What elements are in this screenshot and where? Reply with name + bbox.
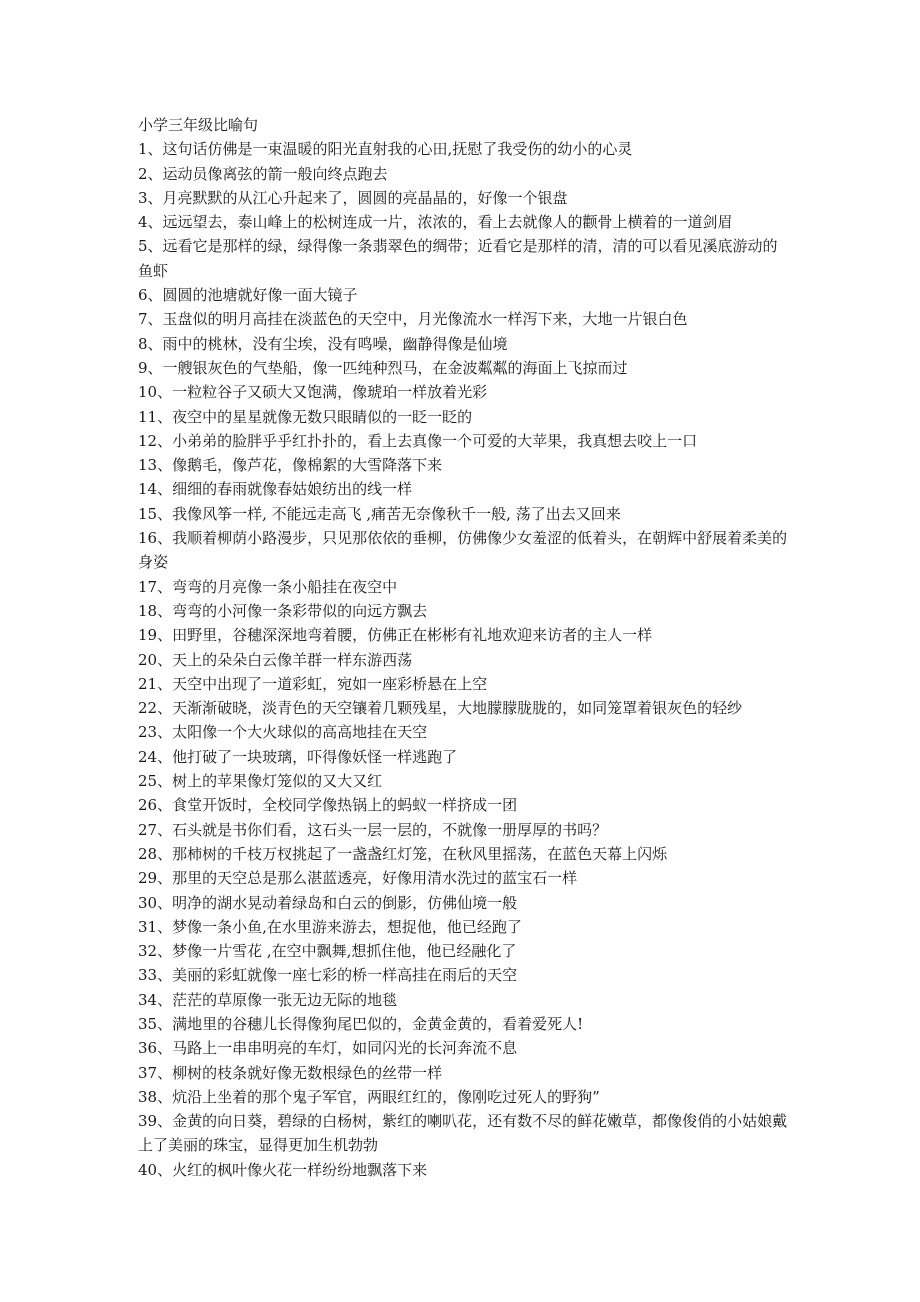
sentence-item: 3、月亮默默的从江心升起来了，圆圆的亮晶晶的，好像一个银盘 — [138, 188, 568, 207]
sentence-item: 6、圆圆的池塘就好像一面大镜子 — [138, 286, 358, 305]
sentence-item: 9、一艘银灰色的气垫船，像一匹纯种烈马，在金波粼粼的海面上飞掠而过 — [138, 358, 628, 377]
sentence-item: 1、这句话仿佛是一束温暖的阳光直射我的心田,抚慰了我受伤的幼小的心灵 — [138, 140, 633, 159]
sentence-item: 30、明净的湖水晃动着绿岛和白云的倒影，仿佛仙境一般 — [138, 893, 518, 912]
sentence-item: 15、我像风筝一样, 不能远走高飞 ,痛苦无奈像秋千一般, 荡了出去又回来 — [138, 504, 621, 523]
sentence-item: 21、天空中出现了一道彩虹，宛如一座彩桥悬在上空 — [138, 674, 488, 693]
sentence-item: 37、柳树的枝条就好像无数根绿色的丝带一样 — [138, 1063, 443, 1082]
sentence-item: 12、小弟弟的脸胖乎乎红扑扑的，看上去真像一个可爱的大苹果，我真想去咬上一口 — [138, 431, 698, 450]
sentence-item: 36、马路上一串串明亮的车灯，如同闪光的长河奔流不息 — [138, 1039, 518, 1058]
sentence-item: 39、金黄的向日葵，碧绿的白杨树，紫红的喇叭花，还有数不尽的鲜花嫩草，都像俊俏的小姑娘戴上了美丽的珠宝，显得更加生机勃勃 — [138, 1112, 788, 1155]
sentence-item: 20、天上的朵朵白云像羊群一样东游西荡 — [138, 650, 413, 669]
sentence-item: 4、远远望去，泰山峰上的松树连成一片，浓浓的，看上去就像人的颧骨上横着的一道剑眉 — [138, 213, 733, 232]
sentence-item: 22、天渐渐破晓，淡青色的天空镶着几颗残星，大地朦朦胧胧的，如同笼罩着银灰色的轻纱 — [138, 699, 743, 718]
sentence-item: 29、那里的天空总是那么湛蓝透亮，好像用清水洗过的蓝宝石一样 — [138, 869, 578, 888]
sentence-item: 11、夜空中的星星就像无数只眼睛似的一眨一眨的 — [138, 407, 473, 426]
sentence-item: 35、满地里的谷穗儿长得像狗尾巴似的，金黄金黄的，看着爱死人! — [138, 1014, 584, 1033]
sentence-item: 25、树上的苹果像灯笼似的又大又红 — [138, 772, 383, 791]
sentence-item: 7、玉盘似的明月高挂在淡蓝色的天空中，月光像流水一样泻下来，大地一片银白色 — [138, 310, 688, 329]
sentence-item: 13、像鹅毛，像芦花，像棉絮的大雪降落下来 — [138, 456, 443, 475]
sentence-item: 40、火红的枫叶像火花一样纷纷地飘落下来 — [138, 1160, 428, 1179]
sentence-item: 16、我顺着柳荫小路漫步，只见那依依的垂柳，仿佛像少女羞涩的低着头，在朝辉中舒展着柔美的身姿 — [138, 529, 788, 572]
sentence-item: 26、食堂开饭时，全校同学像热锅上的蚂蚁一样挤成一团 — [138, 796, 518, 815]
sentence-item: 17、弯弯的月亮像一条小船挂在夜空中 — [138, 577, 398, 596]
sentence-item: 24、他打破了一块玻璃，吓得像妖怪一样逃跑了 — [138, 747, 458, 766]
sentence-item: 18、弯弯的小河像一条彩带似的向远方飘去 — [138, 601, 428, 620]
sentence-item: 14、细细的春雨就像春姑娘纺出的线一样 — [138, 480, 413, 499]
sentence-item: 33、美丽的彩虹就像一座七彩的桥一样高挂在雨后的天空 — [138, 966, 518, 985]
sentence-item: 31、梦像一条小鱼,在水里游来游去，想捉他，他已经跑了 — [138, 917, 522, 936]
sentence-list — [138, 137, 788, 1182]
sentence-item: 28、那柿树的千枝万杈挑起了一盏盏红灯笼，在秋风里摇荡，在蓝色天幕上闪烁 — [138, 844, 668, 863]
document-title: 小学三年级比喻句 — [138, 116, 259, 134]
sentence-item: 2、运动员像离弦的箭一般向终点跑去 — [138, 164, 388, 183]
sentence-item: 10、一粒粒谷子又硕大又饱满，像琥珀一样放着光彩 — [138, 383, 488, 402]
sentence-item: 5、远看它是那样的绿，绿得像一条翡翠色的绸带；近看它是那样的清，清的可以看见溪底游动的鱼虾 — [138, 237, 778, 280]
document-body — [138, 113, 788, 1182]
sentence-item: 38、炕沿上坐着的那个鬼子军官，两眼红红的，像刚吃过死人的野狗” — [138, 1087, 600, 1106]
sentence-item: 34、茫茫的草原像一张无边无际的地毯 — [138, 990, 398, 1009]
sentence-item: 23、太阳像一个大火球似的高高地挂在天空 — [138, 723, 428, 742]
sentence-item: 19、田野里，谷穗深深地弯着腰，仿佛正在彬彬有礼地欢迎来访者的主人一样 — [138, 626, 653, 645]
sentence-item: 8、雨中的桃林，没有尘埃，没有鸣噪，幽静得像是仙境 — [138, 334, 508, 353]
sentence-item: 32、梦像一片雪花 ,在空中飘舞,想抓住他，他已经融化了 — [138, 942, 517, 961]
sentence-item: 27、石头就是书你们看，这石头一层一层的，不就像一册厚厚的书吗？ — [138, 820, 608, 839]
